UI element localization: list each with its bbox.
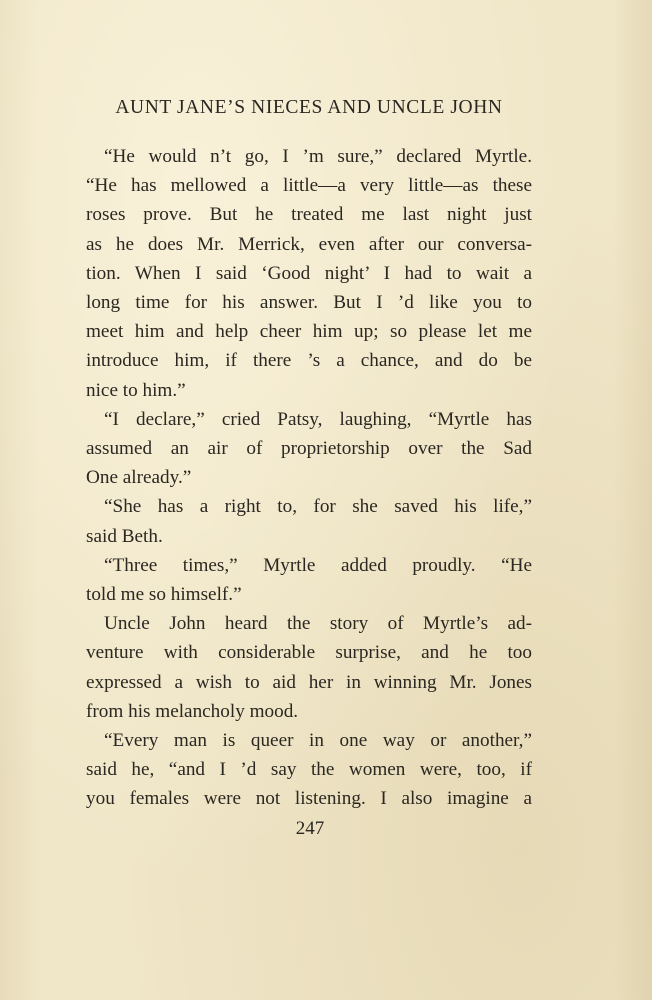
text-line: told me so himself.” (86, 584, 242, 606)
page-number: 247 (295, 818, 325, 839)
text-line: roses prove. But he treated me last night just (86, 204, 532, 226)
text-line: you females were not listening. I also imagine a (86, 788, 532, 810)
text-line: assumed an air of proprietorship over the Sad (86, 438, 532, 460)
text-line: long time for his answer. But I ’d like you to (86, 292, 532, 314)
text-line: introduce him, if there ’s a chance, and do be (86, 350, 532, 372)
text-line: expressed a wish to aid her in winning Mr. Jones (86, 671, 532, 693)
text-line: said he, “and I ’d say the women were, too, if (86, 759, 532, 781)
text-line: “He would n’t go, I ’m sure,” declared Myrtle. (104, 146, 532, 167)
text-line: meet him and help cheer him up; so please let me (86, 321, 532, 343)
text-line: from his melancholy mood. (86, 700, 299, 722)
text-line: Uncle John heard the story of Myrtle’s ad- (104, 613, 532, 635)
text-line: “Three times,” Myrtle added proudly. “He (104, 554, 532, 576)
text-line: nice to him.” (86, 379, 186, 401)
text-line: venture with considerable surprise, and he too (86, 642, 532, 664)
text-line: One already.” (86, 467, 192, 489)
text-line: tion. When I said ‘Good night’ I had to wait a (86, 262, 532, 284)
text-line: “I declare,” cried Patsy, laughing, “Myrtle has (104, 408, 532, 430)
text-line: said Beth. (86, 525, 163, 547)
running-header: AUNT JANE’S NIECES AND UNCLE JOHN (115, 97, 503, 118)
text-line: “He has mellowed a little—a very little—as these (86, 175, 532, 197)
body-text (86, 142, 532, 814)
text-line: “Every man is queer in one way or another,” (104, 730, 532, 752)
text-line: as he does Mr. Merrick, even after our conversa- (86, 233, 532, 255)
text-line: “She has a right to, for she saved his life,” (104, 496, 532, 518)
